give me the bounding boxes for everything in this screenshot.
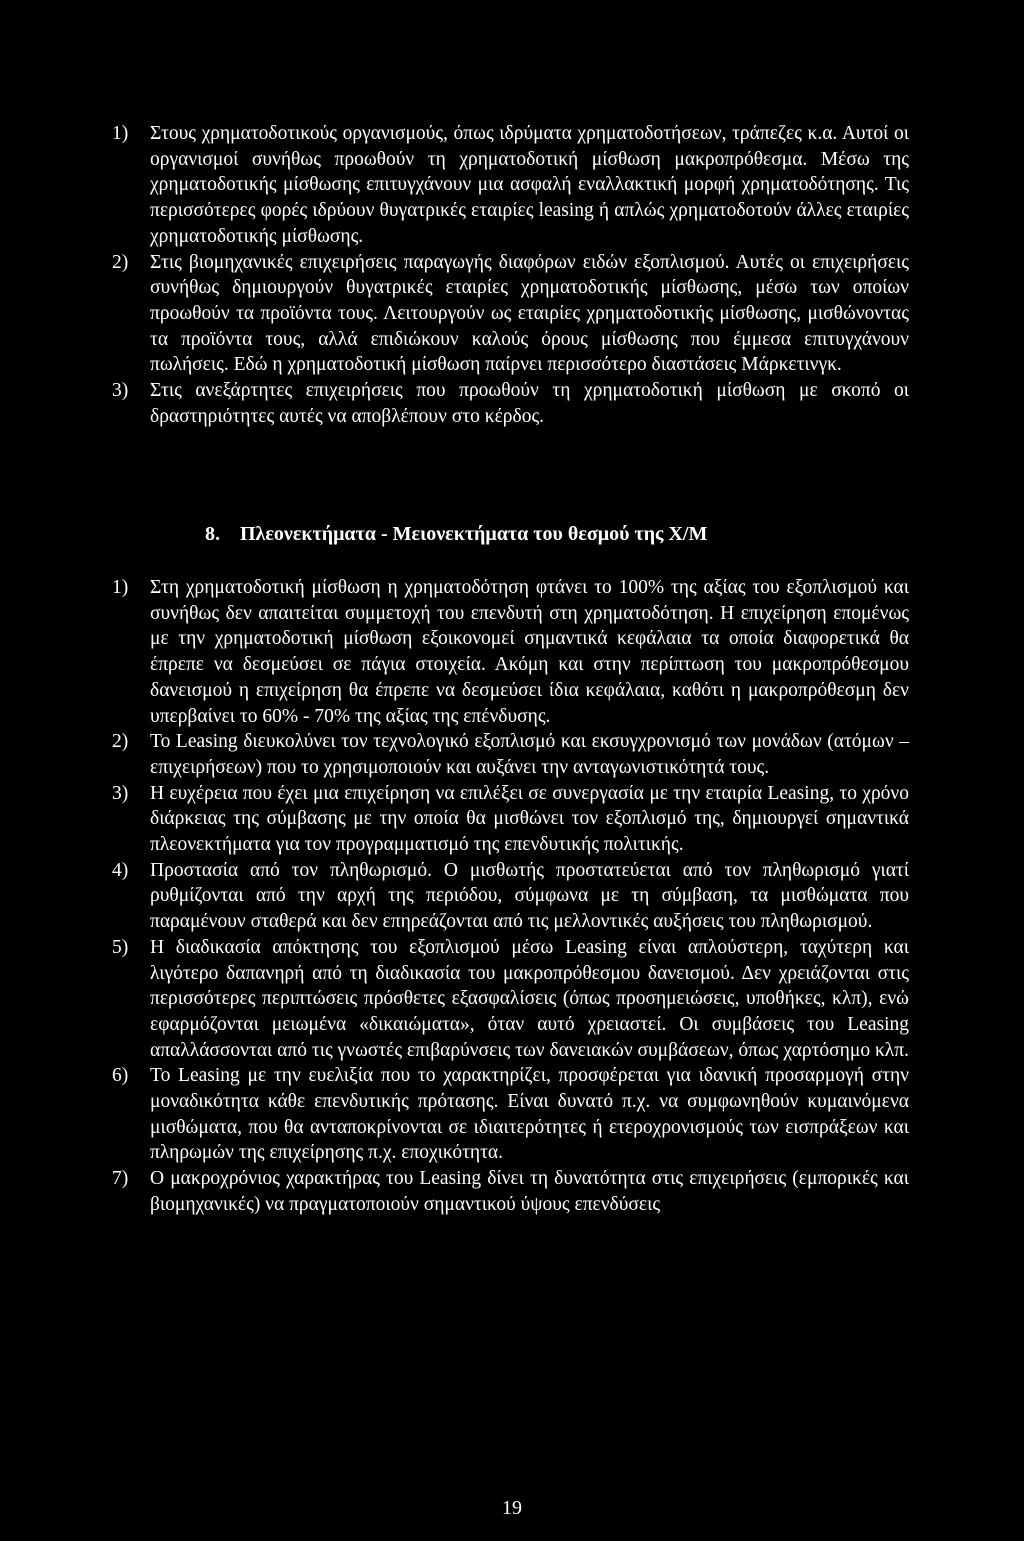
numbered-list-top [112,121,909,429]
list-item-text: Στις ανεξάρτητες επιχειρήσεις που προωθούν τη χρηματοδοτική μίσθωση με σκοπό οι δραστηριότητες αυτές να αποβλέπουν στο κέρδος. [150,380,909,427]
list-item-number: 2) [112,251,129,273]
list-item-number: 3) [112,380,129,402]
list-item [112,935,909,1064]
list-item-text: Το Leasing με την ευελιξία που το χαρακτηρίζει, προσφέρεται για ιδανική προσαρμογή στην μοναδικότητα κάθε επενδυτικής πρότασης. Είναι δυνατό π.χ. να συμφωνηθούν κυμαινόμενα μισθώματα, που θα ανταποκρίνονται σε ιδιαιτερότητες ή ετεροχρονισμούς των εισπράξεων και πληρωμών της επιχείρησης π.χ. εποχικότητα. [150,1065,909,1164]
list-item-text: Το Leasing διευκολύνει τον τεχνολογικό εξοπλισμό και εκσυγχρονισμό των μονάδων (ατόμων – επιχειρήσεων) που το χρησιμοποιούν και αυξάνει την ανταγωνιστικότητά τους. [150,731,909,778]
list-item-number: 3) [112,782,129,804]
list-item [112,121,909,250]
page-number: 19 [502,1497,522,1519]
numbered-list-bottom [112,575,909,1218]
list-item-text: Στις βιομηχανικές επιχειρήσεις παραγωγής διαφόρων ειδών εξοπλισμού. Αυτές οι επιχειρήσεις συνήθως δημιουργούν θυγατρικές εταιρίες χρηματοδοτικής μίσθωσης, μέσω των οποίων προωθούν τα προϊόντα τους. Λειτουργούν ως εταιρίες χρηματοδοτικής μίσθωσης, μισθώνοντας τα προϊόντα τους, αλλά επιδιώκουν καλούς όρους μίσθωσης που έμμεσα επιτυγχάνουν πωλήσεις. Εδώ η χρηματοδοτική μίσθωση παίρνει περισσότερο διαστάσεις Μάρκετινγκ. [150,251,909,376]
section-number: 8. [205,523,220,545]
list-item [112,1063,909,1166]
list-item-number: 1) [112,123,129,144]
section-heading [205,521,905,547]
list-item-text: Ο μακροχρόνιος χαρακτήρας του Leasing δίνει τη δυνατότητα στις επιχειρήσεις (εμπορικές και βιομηχανικές) να πραγματοποιούν σημαντικού ύψους επενδύσεις [150,1168,909,1215]
list-item-number: 2) [112,731,129,753]
list-item-number: 7) [112,1168,129,1190]
list-item-number: 4) [112,859,129,881]
section-title: Πλεονεκτήματα - Μειονεκτήματα του θεσμού της Χ/Μ [240,523,708,545]
list-item-text: Προστασία από τον πληθωρισμό. Ο μισθωτής προστατεύεται από τον πληθωρισμό γιατί ρυθμίζονται από την αρχή της περιόδου, σύμφωνα με τη σύμβαση, τα μισθώματα που παραμένουν σταθερά και δεν επηρεάζονται από τις μελλοντικές αυξήσεις του πληθωρισμού. [150,859,909,933]
list-item-text: Η διαδικασία απόκτησης του εξοπλισμού μέσω Leasing είναι απλούστερη, ταχύτερη και λιγότερο δαπανηρή από τη διαδικασία του μακροπρόθεσμου δανεισμού. Δεν χρειάζονται στις περισσότερες περιπτώσεις πρόσθετες εξασφαλίσεις (όπως προσημειώσεις, υποθήκες, κλπ), ενώ εφαρμόζονται μειωμένα «δικαιώματα», όταν αυτό χρειαστεί. Οι συμβάσεις του Leasing απαλλάσσονται από τις γνωστές επιβαρύνσεις των δανειακών συμβάσεων, όπως χαρτόσημο κλπ. [150,936,909,1061]
list-item-number: 5) [112,936,129,958]
list-item-text: Στους χρηματοδοτικούς οργανισμούς, όπως ιδρύματα χρηματοδοτήσεων, τράπεζες κ.α. Αυτοί οι οργανισμοί συνήθως προωθούν τη χρηματοδοτική μίσθωση μακροπρόθεσμα. Μέσω της χρηματοδοτικής μίσθωσης επιτυγχάνουν μια ασφαλή εναλλακτική μορφή χρηματοδότησης. Τις περισσότερες φορές ιδρύουν θυγατρικές εταιρίες leasing ή απλώς χρηματοδοτούν άλλες εταιρίες χρηματοδοτικής μίσθωσης. [150,123,909,247]
list-item-text: Η ευχέρεια που έχει μια επιχείρηση να επιλέξει σε συνεργασία με την εταιρία Leasing, το χρόνο διάρκειας της σύμβασης με την οποία θα μισθώνει τον εξοπλισμό της, δημιουργεί σημαντικά πλεονεκτήματα για τον προγραμματισμό της επενδυτικής πολιτικής. [150,782,909,856]
list-item [112,781,909,858]
list-item [112,729,909,780]
list-item [112,1166,909,1217]
list-item [112,250,909,379]
list-item [112,858,909,935]
list-item-text: Στη χρηματοδοτική μίσθωση η χρηματοδότηση φτάνει το 100% της αξίας του εξοπλισμού και συνήθως δεν απαιτείται συμμετοχή του επενδυτή στη χρηματοδότηση. Η επιχείρηση επομένως με την χρηματοδοτική μίσθωση εξοικονομεί σημαντικά κεφάλαια τα οποία διαφορετικά θα έπρεπε να δεσμεύσει σε πάγια στοιχεία. Ακόμη και στην περίπτωση του μακροπρόθεσμου δανεισμού η επιχείρηση θα έπρεπε να δεσμεύσει ίδια κεφάλαια, καθότι η μακροπρόθεσμη δεν υπερβαίνει το 60% - 70% της αξίας της επένδυσης. [150,577,909,727]
list-item [112,575,909,729]
list-item-number: 6) [112,1065,129,1087]
list-item-number: 1) [112,577,129,598]
list-item [112,378,909,429]
